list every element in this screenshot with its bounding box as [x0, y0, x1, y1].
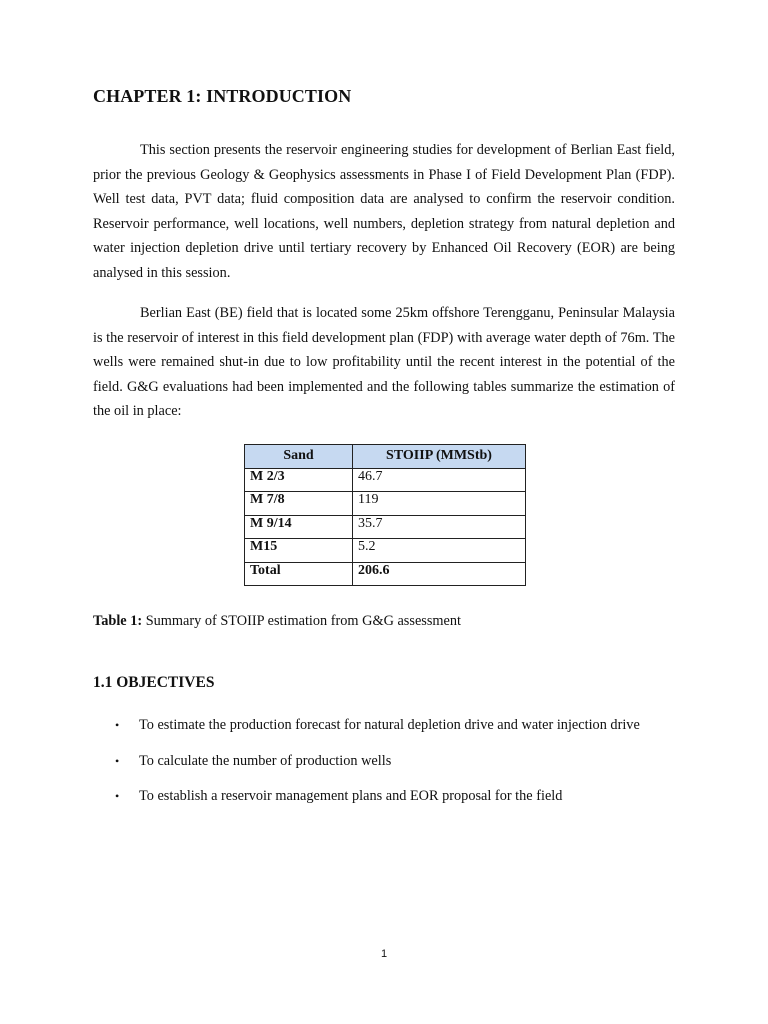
- objective-text: To estimate the production forecast for natural depletion drive and water injection drive: [139, 717, 640, 733]
- list-item: [93, 713, 675, 738]
- caption-label: Table 1:: [93, 613, 143, 629]
- bullet-icon: •: [115, 789, 120, 804]
- sand-cell: M15: [245, 539, 353, 563]
- section-title: 1.1 OBJECTIVES: [93, 674, 215, 691]
- table-total-row: [245, 562, 526, 586]
- stoiip-cell: 119: [353, 492, 526, 516]
- stoiip-cell: 35.7: [353, 515, 526, 539]
- sand-cell: M 9/14: [245, 515, 353, 539]
- sand-cell: M 2/3: [245, 468, 353, 492]
- sand-cell: M 7/8: [245, 492, 353, 516]
- stoiip-cell: 46.7: [353, 468, 526, 492]
- table-row: [245, 515, 526, 539]
- table-caption: [93, 613, 461, 630]
- stoiip-cell: 5.2: [353, 539, 526, 563]
- header-stoiip: STOIIP (MMStb): [353, 445, 526, 469]
- stoiip-table: [244, 444, 526, 586]
- total-label-cell: Total: [245, 562, 353, 586]
- table-row: [245, 492, 526, 516]
- objective-text: To establish a reservoir management plans and EOR proposal for the field: [139, 788, 563, 805]
- objective-text: To calculate the number of production wells: [139, 752, 392, 769]
- chapter-title: CHAPTER 1: INTRODUCTION: [93, 86, 352, 106]
- list-item: [93, 784, 675, 809]
- table-row: [245, 539, 526, 563]
- caption-text: Summary of STOIIP estimation from G&G assessment: [142, 613, 461, 629]
- bullet-icon: •: [115, 718, 120, 732]
- list-item: [93, 749, 675, 774]
- total-value-cell: 206.6: [353, 562, 526, 586]
- bullet-icon: •: [115, 753, 120, 768]
- intro-paragraph-2: Berlian East (BE) field that is located some 25km offshore Terengganu, Peninsular Malaysia is the reservoir of interest in this field development plan (FDP) with average water depth of 76m. The wells were remained shut-in due to low profitability until the recent interest in the potential of the field. G&G evaluations had been implemented and the following tables summarize the estimation of the oil in place:: [93, 305, 675, 420]
- intro-paragraph-1: This section presents the reservoir engineering studies for development of Berlian East field, prior the previous Geology & Geophysics assessments in Phase I of Field Development Plan (FDP). Well test data, PVT data; fluid composition data are analysed to confirm the reservoir condition. Reservoir performance, well locations, well numbers, depletion strategy from natural depletion and water injection depletion drive until tertiary recovery by Enhanced Oil Recovery (EOR) are being analysed in this session.: [93, 142, 675, 281]
- table-row: [245, 468, 526, 492]
- page-number: 1: [380, 948, 388, 960]
- table-header-row: [245, 445, 526, 469]
- objectives-list: [93, 713, 675, 820]
- header-sand: Sand: [245, 445, 353, 469]
